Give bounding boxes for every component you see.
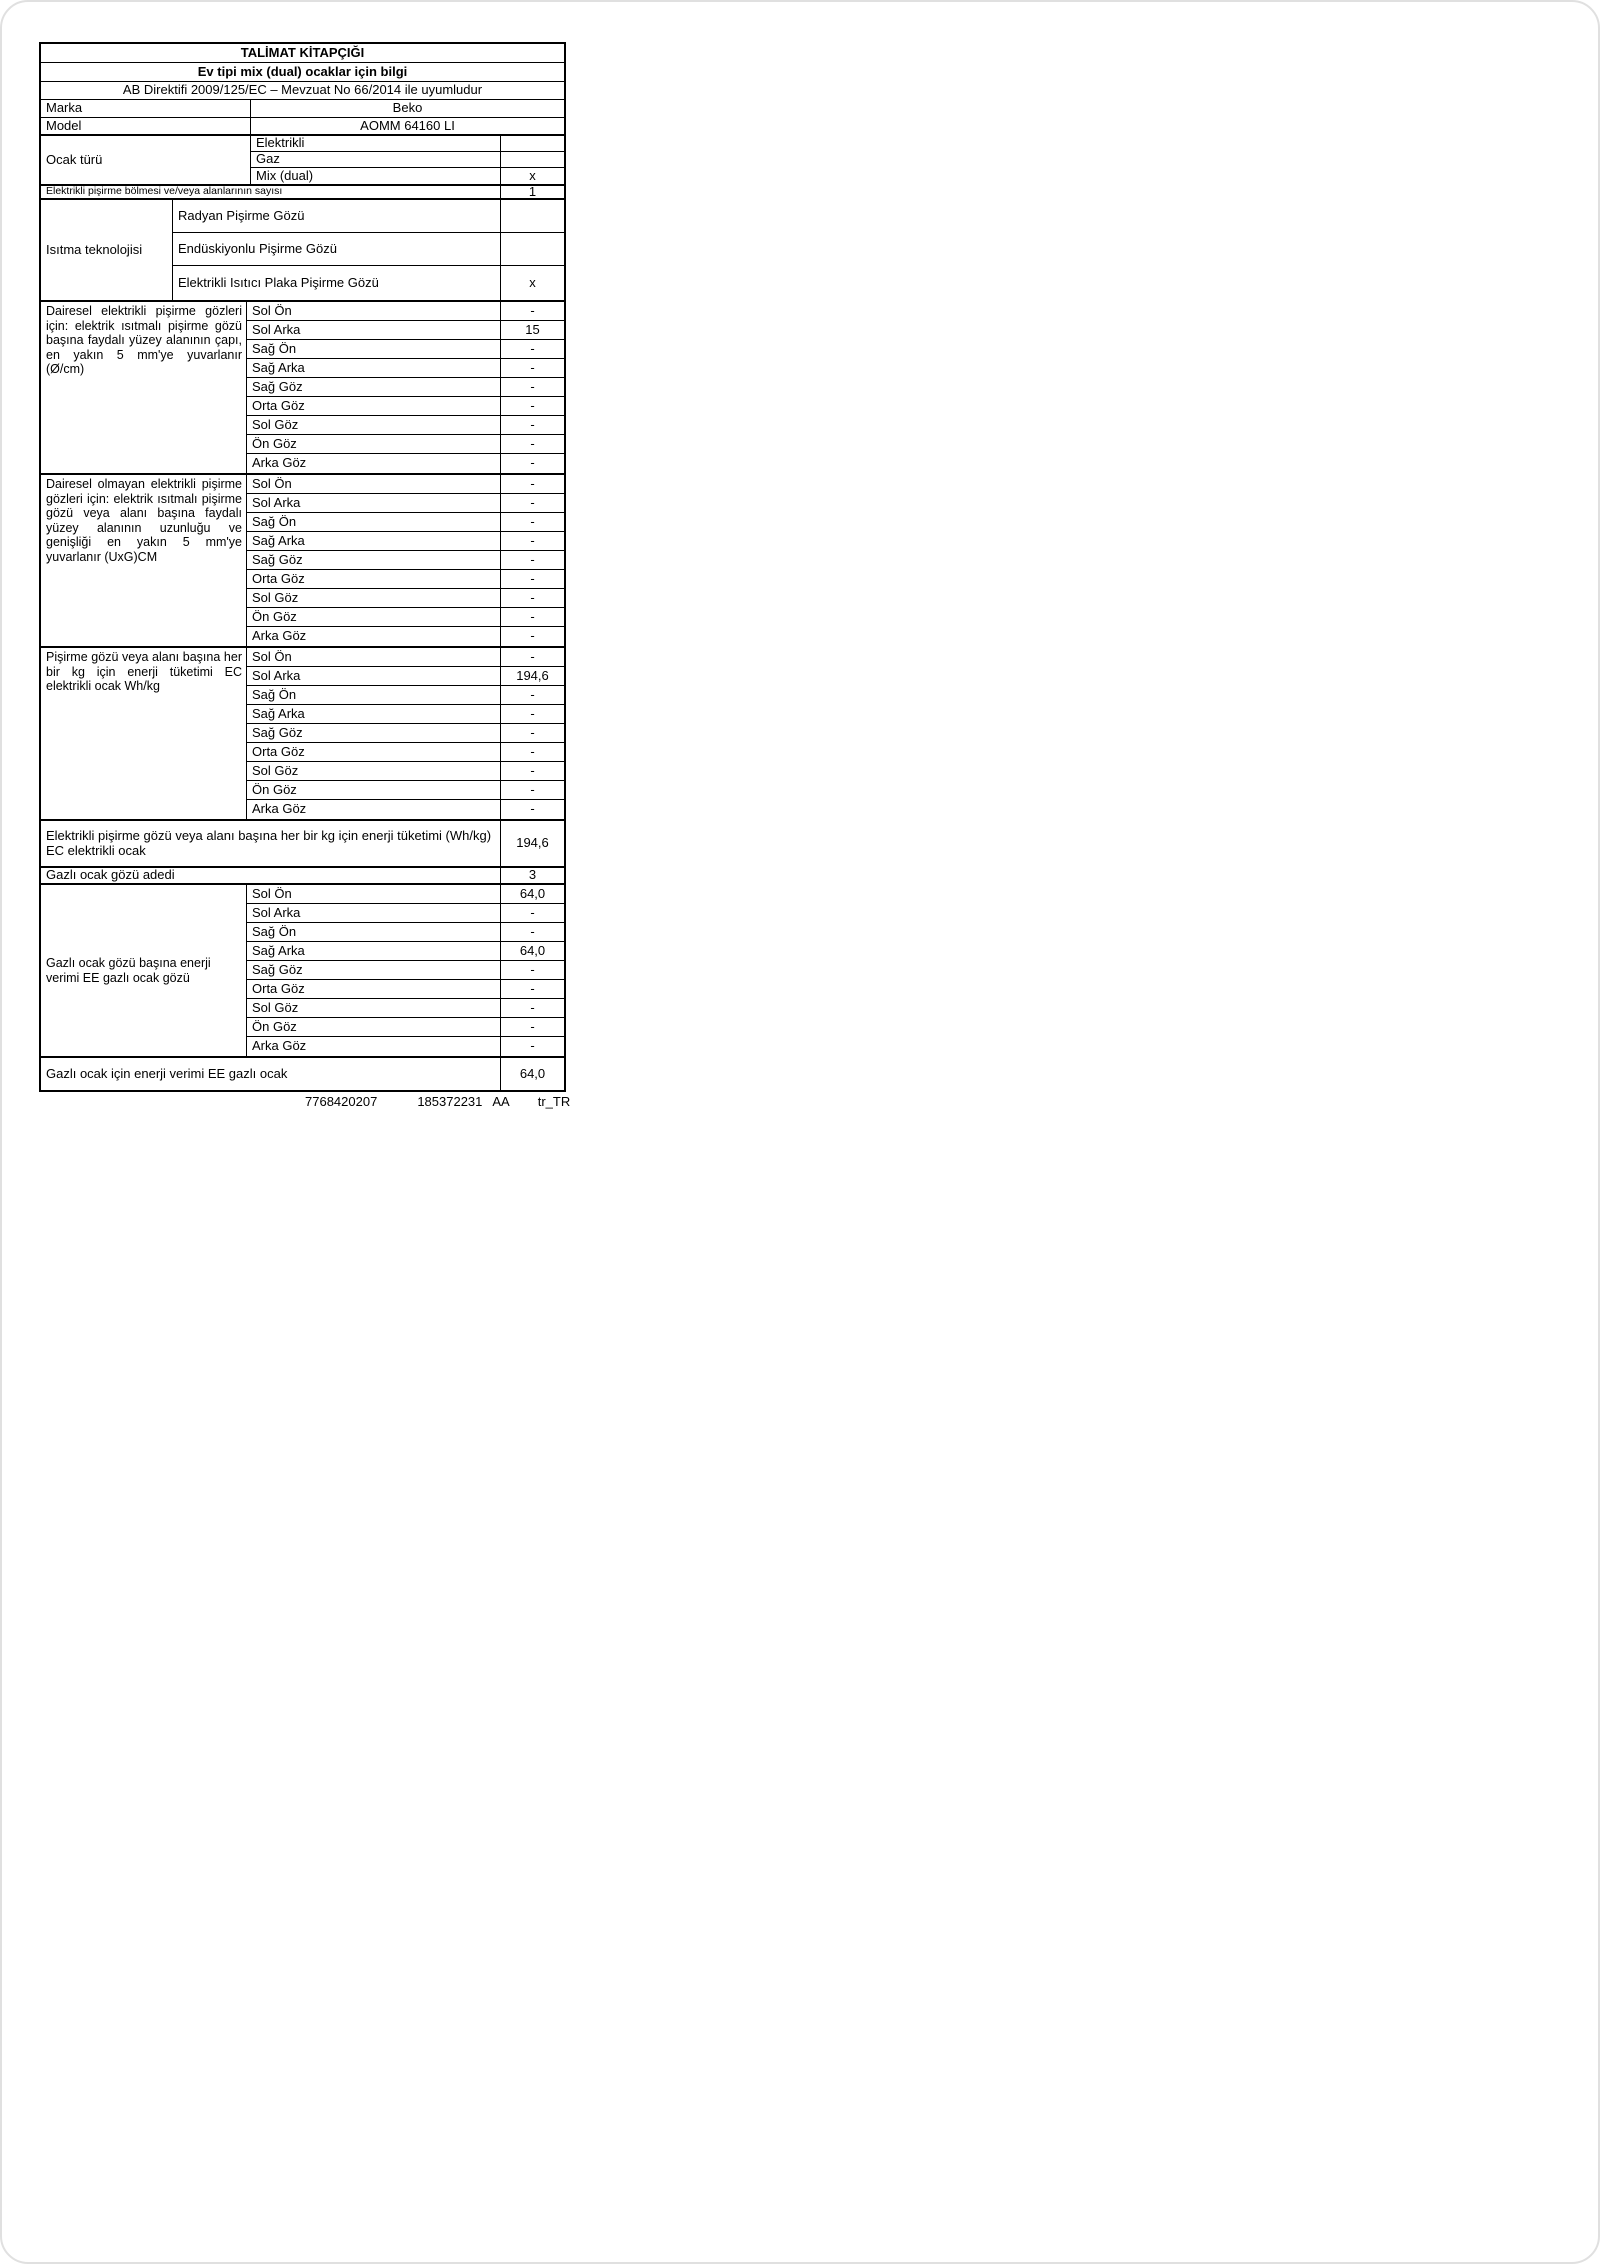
heating-technology-label: Isıtma teknolojisi: [41, 200, 173, 300]
zone-value: -: [530, 961, 535, 977]
hob-type-row: [251, 152, 564, 168]
zone-value: -: [530, 359, 535, 375]
zone-position: Sağ Arka: [247, 705, 501, 723]
gas-total-label: Gazlı ocak için enerji verimi EE gazlı ocak: [41, 1058, 501, 1090]
zone-position: Sağ Ön: [247, 513, 501, 531]
zone-position: Ön Göz: [247, 608, 501, 626]
directive-line: AB Direktifi 2009/125/EC – Mevzuat No 66/2014 ile uyumludur: [41, 82, 564, 100]
circular-zones-label: Dairesel elektrikli pişirme gözleri için: elektrik ısıtmalı pişirme gözü başına faydalı yüzey alanının çapı, en yakın 5 mm'ye yuvarlanır (Ø/cm): [41, 302, 247, 473]
zone-position: Ön Göz: [247, 435, 501, 453]
circular-zones-section: [41, 300, 564, 473]
zone-value: -: [530, 302, 535, 318]
zone-row: [247, 743, 564, 762]
zone-row: [247, 980, 564, 999]
doc-title: TALİMAT KİTAPÇIĞI: [41, 44, 564, 63]
heating-technology-row: [173, 266, 564, 300]
zone-row: [247, 961, 564, 980]
zone-position: Arka Göz: [247, 454, 501, 473]
gas-burner-count-row: [41, 866, 564, 883]
electric-zone-count-row: [41, 184, 564, 198]
zone-row: [247, 302, 564, 321]
zone-position: Sol Göz: [247, 416, 501, 434]
product-fiche-table: [39, 42, 566, 1092]
zone-position: Sol Arka: [247, 321, 501, 339]
zone-position: Orta Göz: [247, 570, 501, 588]
hob-type-option: Gaz: [251, 152, 501, 167]
heating-technology-value: x: [529, 274, 536, 290]
zone-value: 64,0: [519, 885, 546, 901]
zone-position: Sol Ön: [247, 648, 501, 666]
zone-value: -: [530, 923, 535, 939]
zone-row: [247, 800, 564, 819]
zone-row: [247, 397, 564, 416]
zone-value: -: [530, 532, 535, 548]
zone-row: [247, 340, 564, 359]
hob-type-row: [251, 136, 564, 152]
zone-position: Sağ Arka: [247, 359, 501, 377]
zone-value: 15: [525, 321, 540, 337]
ec-total-value: 194,6: [516, 835, 549, 851]
ec-total-row: [41, 819, 564, 866]
zone-value: -: [530, 435, 535, 451]
footer-code-1: 7768420207: [305, 1094, 378, 1109]
zone-row: [247, 454, 564, 473]
zone-value: -: [530, 570, 535, 586]
zone-position: Sol Ön: [247, 885, 501, 903]
heating-technology-option: Endüskiyonlu Pişirme Gözü: [173, 233, 501, 265]
zone-value: -: [530, 551, 535, 567]
zone-row: [247, 1018, 564, 1037]
zone-position: Sağ Arka: [247, 942, 501, 960]
zone-value: -: [530, 416, 535, 432]
zone-row: [247, 435, 564, 454]
zone-position: Arka Göz: [247, 800, 501, 819]
hob-type-block: [41, 134, 564, 184]
noncircular-zones-label: Dairesel olmayan elektrikli pişirme gözleri için: elektrik ısıtmalı pişirme gözü veya alanı başına faydalı yüzey alanının uzunluğu ve genişliği en yakın 5 mm'ye yuvarlanır (UxG)CM: [41, 475, 247, 646]
zone-position: Sol Arka: [247, 904, 501, 922]
hob-type-label: Ocak türü: [41, 136, 251, 184]
zone-row: [247, 494, 564, 513]
zone-position: Sağ Göz: [247, 378, 501, 396]
heating-technology-option: Radyan Pişirme Gözü: [173, 200, 501, 232]
model-row: [41, 118, 564, 134]
zone-value: -: [530, 762, 535, 778]
zone-row: [247, 885, 564, 904]
zone-value: -: [530, 494, 535, 510]
zone-value: -: [530, 801, 535, 817]
zone-value: -: [530, 455, 535, 471]
zone-position: Sağ Ön: [247, 686, 501, 704]
brand-value: Beko: [392, 100, 423, 116]
zone-value: -: [530, 397, 535, 413]
zone-value: -: [530, 781, 535, 797]
zone-value: -: [530, 628, 535, 644]
zone-row: [247, 648, 564, 667]
hob-type-value: [501, 136, 564, 151]
heating-technology-row: [173, 233, 564, 266]
footer-code-3: AA: [492, 1094, 510, 1109]
zone-position: Ön Göz: [247, 781, 501, 799]
zone-position: Orta Göz: [247, 397, 501, 415]
zone-position: Sağ Göz: [247, 724, 501, 742]
model-label: Model: [41, 118, 251, 134]
zone-value: -: [530, 686, 535, 702]
electric-zone-count-value: 1: [528, 183, 537, 199]
zone-row: [247, 942, 564, 961]
zone-value: -: [530, 743, 535, 759]
ec-per-zone-label: Pişirme gözü veya alanı başına her bir kg için enerji tüketimi EC elektrikli ocak Wh/kg: [41, 648, 247, 819]
zone-row: [247, 475, 564, 494]
zone-row: [247, 608, 564, 627]
zone-position: Ön Göz: [247, 1018, 501, 1036]
zone-value: -: [530, 999, 535, 1015]
zone-row: [247, 627, 564, 646]
zone-value: -: [530, 648, 535, 664]
zone-position: Sağ Arka: [247, 532, 501, 550]
ec-total-label: Elektrikli pişirme gözü veya alanı başına her bir kg için enerji tüketimi (Wh/kg) EC elektrikli ocak: [41, 821, 501, 866]
zone-value: 194,6: [516, 667, 549, 683]
gas-ee-section: [41, 883, 564, 1056]
zone-row: [247, 551, 564, 570]
brand-row: [41, 100, 564, 118]
zone-value: -: [530, 904, 535, 920]
zone-position: Sağ Ön: [247, 923, 501, 941]
zone-position: Sağ Ön: [247, 340, 501, 358]
zone-position: Sol Arka: [247, 667, 501, 685]
zone-row: [247, 416, 564, 435]
zone-row: [247, 321, 564, 340]
zone-value: -: [530, 475, 535, 491]
electric-zone-count-label: Elektrikli pişirme bölmesi ve/veya alanlarının sayısı: [41, 186, 501, 198]
gas-burner-count-value: 3: [528, 867, 537, 883]
zone-position: Sol Arka: [247, 494, 501, 512]
zone-position: Arka Göz: [247, 1037, 501, 1056]
heating-technology-value: [501, 200, 564, 232]
zone-row: [247, 686, 564, 705]
zone-position: Orta Göz: [247, 980, 501, 998]
footer-codes: [305, 1094, 570, 1109]
zone-position: Sağ Göz: [247, 961, 501, 979]
zone-value: -: [530, 513, 535, 529]
zone-row: [247, 589, 564, 608]
noncircular-zones-section: [41, 473, 564, 646]
hob-type-row: [251, 168, 564, 184]
zone-position: Sol Göz: [247, 762, 501, 780]
zone-value: -: [530, 1018, 535, 1034]
footer-locale: tr_TR: [537, 1094, 571, 1109]
zone-row: [247, 923, 564, 942]
gas-ee-label: Gazlı ocak gözü başına enerji verimi EE gazlı ocak gözü: [41, 885, 247, 1056]
zone-position: Sol Göz: [247, 589, 501, 607]
zone-row: [247, 359, 564, 378]
ec-per-zone-section: [41, 646, 564, 819]
gas-burner-count-label: Gazlı ocak gözü adedi: [41, 868, 501, 883]
zone-row: [247, 724, 564, 743]
zone-row: [247, 1037, 564, 1056]
zone-row: [247, 513, 564, 532]
heating-technology-row: [173, 200, 564, 233]
zone-value: -: [530, 608, 535, 624]
zone-row: [247, 570, 564, 589]
zone-value: -: [530, 705, 535, 721]
hob-type-value: [501, 152, 564, 167]
hob-type-option: Mix (dual): [251, 168, 501, 184]
heating-technology-option: Elektrikli Isıtıcı Plaka Pişirme Gözü: [173, 266, 501, 300]
zone-position: Sol Göz: [247, 999, 501, 1017]
zone-row: [247, 904, 564, 923]
hob-type-option: Elektrikli: [251, 136, 501, 151]
zone-value: -: [530, 340, 535, 356]
gas-total-value: 64,0: [519, 1065, 546, 1081]
doc-subtitle: Ev tipi mix (dual) ocaklar için bilgi: [41, 63, 564, 82]
gas-total-row: [41, 1056, 564, 1090]
zone-row: [247, 705, 564, 724]
zone-position: Orta Göz: [247, 743, 501, 761]
zone-position: Sol Ön: [247, 302, 501, 320]
zone-value: -: [530, 1038, 535, 1054]
zone-value: 64,0: [519, 942, 546, 958]
zone-value: -: [530, 980, 535, 996]
zone-row: [247, 762, 564, 781]
zone-row: [247, 532, 564, 551]
zone-value: -: [530, 589, 535, 605]
zone-position: Sağ Göz: [247, 551, 501, 569]
zone-value: -: [530, 378, 535, 394]
zone-row: [247, 378, 564, 397]
zone-value: -: [530, 724, 535, 740]
hob-type-value: x: [529, 167, 536, 183]
zone-row: [247, 781, 564, 800]
zone-row: [247, 667, 564, 686]
model-value: AOMM 64160 LI: [360, 117, 455, 133]
zone-row: [247, 999, 564, 1018]
footer-code-2: 185372231: [417, 1094, 483, 1109]
heating-technology-value: [501, 233, 564, 265]
zone-position: Arka Göz: [247, 627, 501, 646]
brand-label: Marka: [41, 100, 251, 117]
heating-technology-block: [41, 198, 564, 300]
zone-position: Sol Ön: [247, 475, 501, 493]
